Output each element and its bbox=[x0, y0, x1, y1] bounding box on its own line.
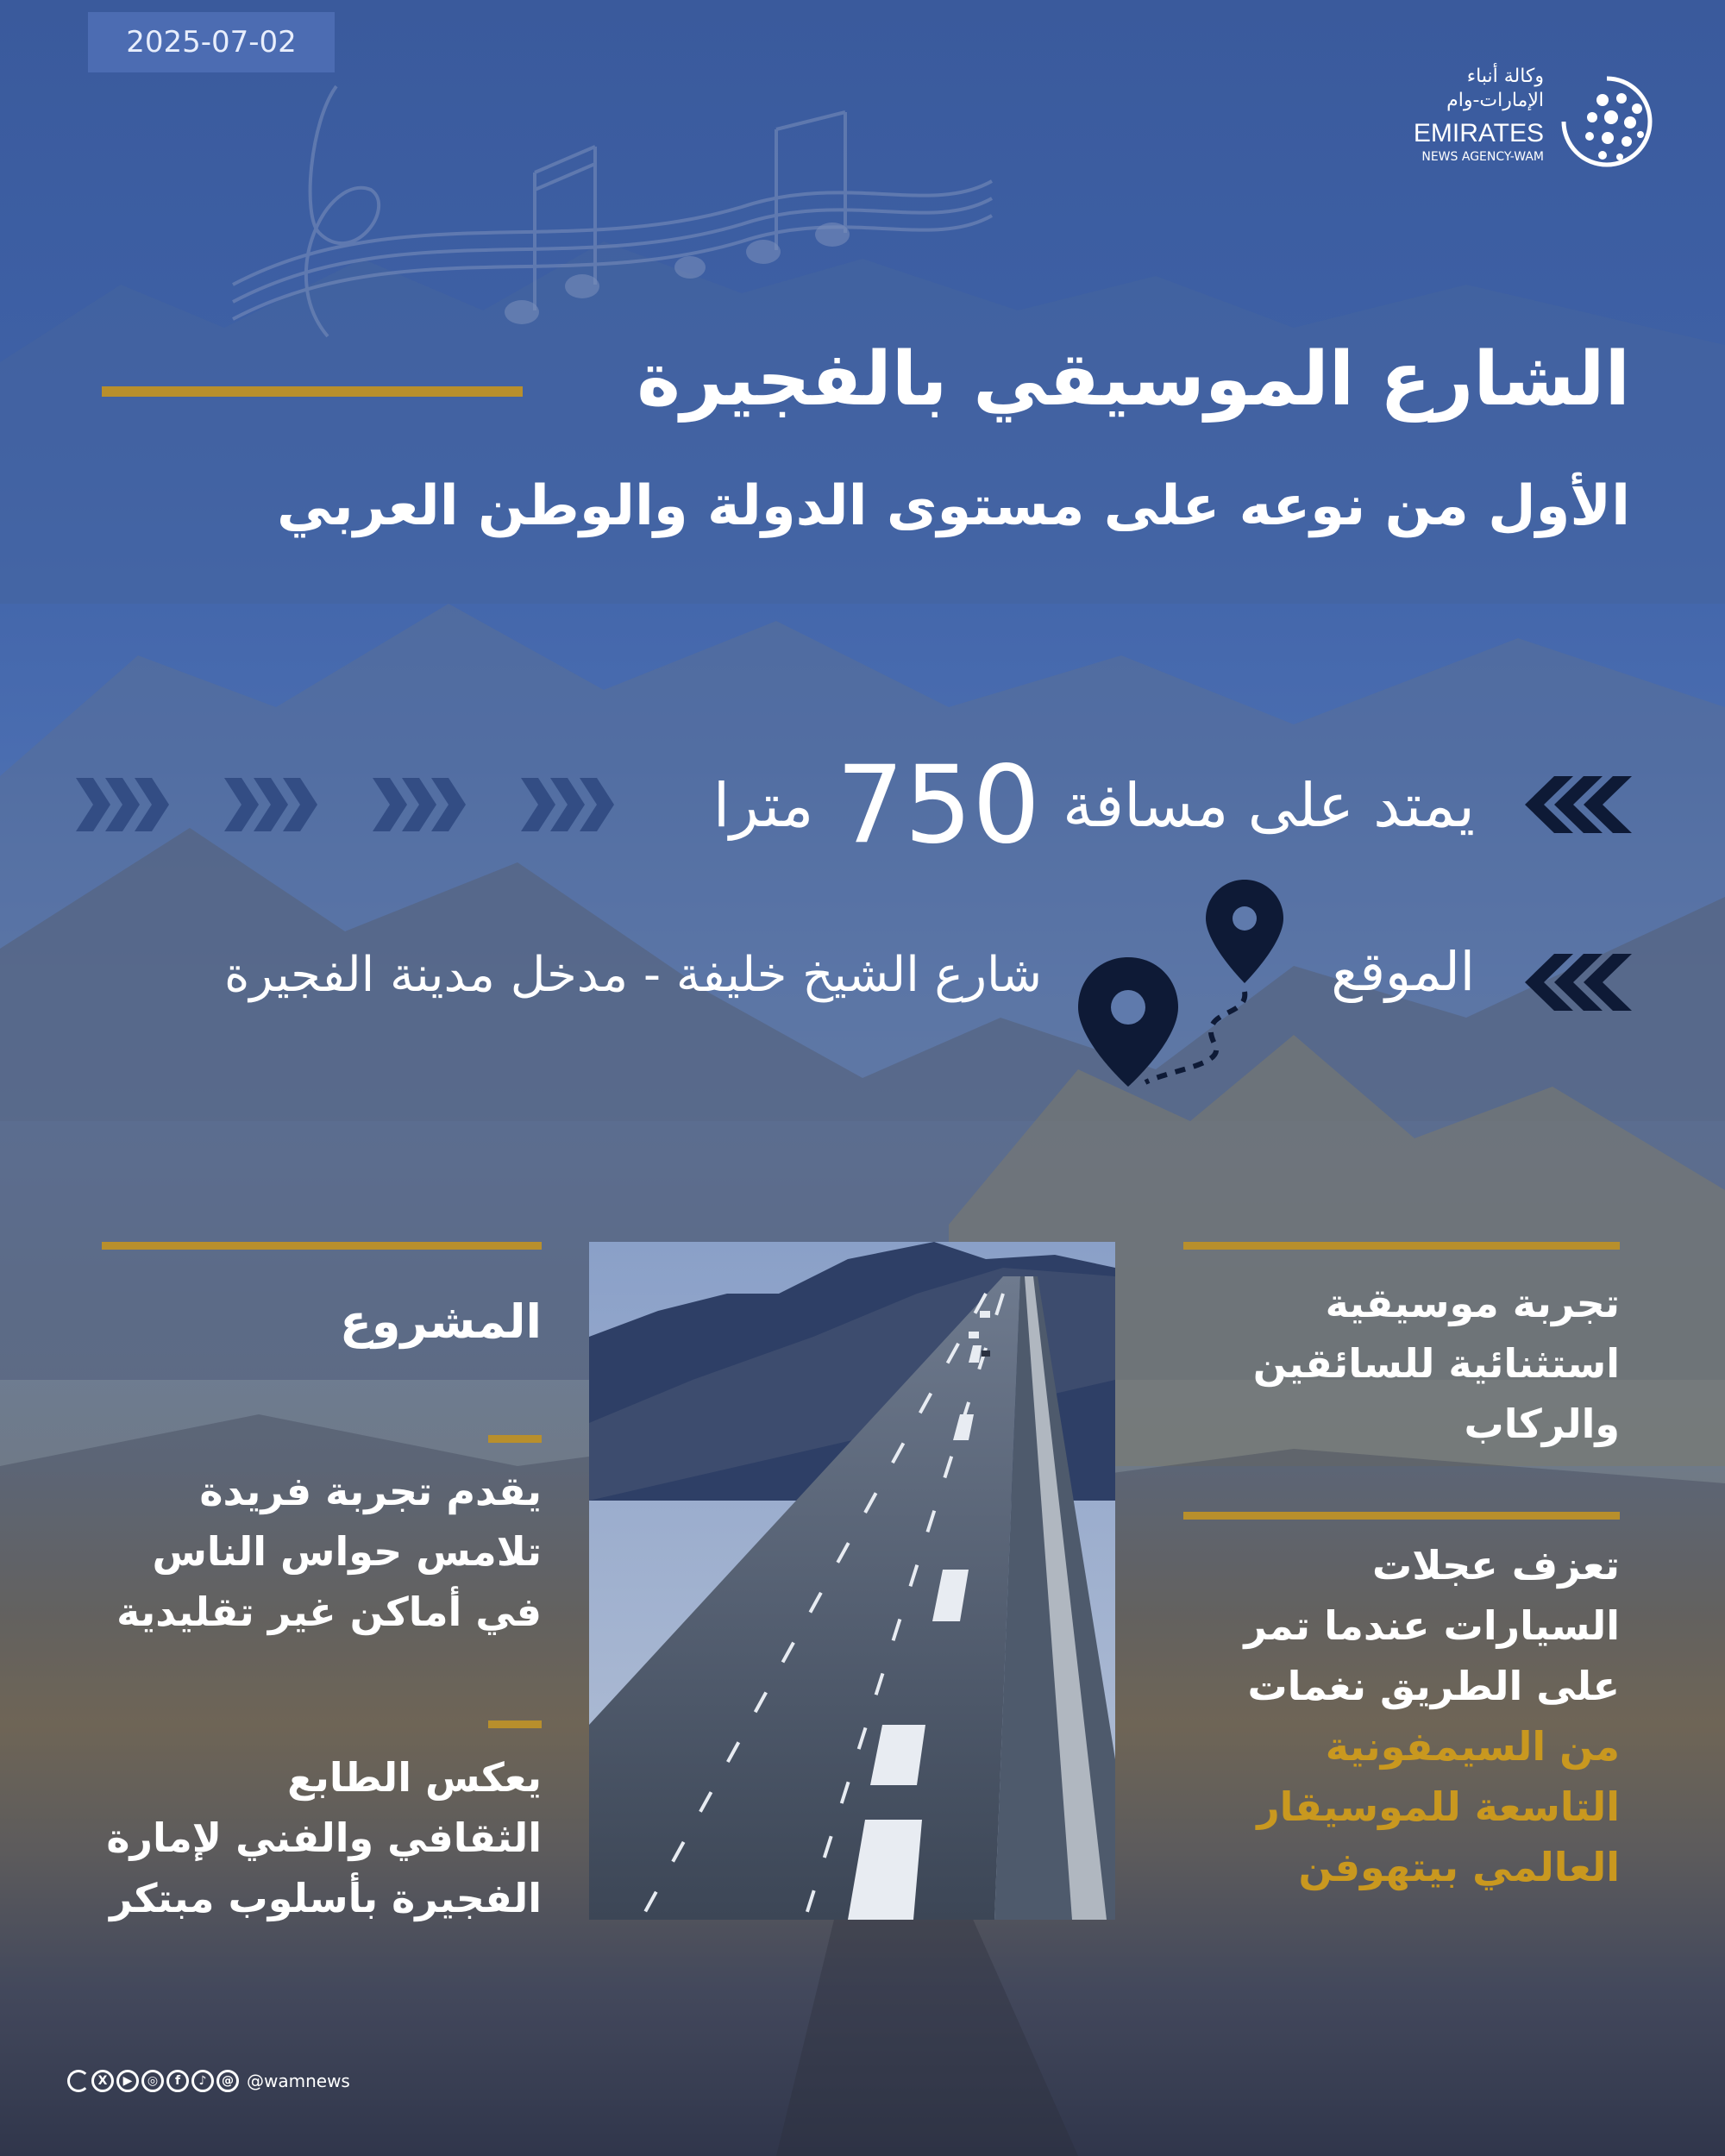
text-line: والركاب bbox=[1464, 1401, 1620, 1447]
text-line: استثنائية للسائقين bbox=[1252, 1340, 1620, 1387]
chevrons-left-icon bbox=[1525, 776, 1632, 833]
tiktok-icon[interactable]: ♪ bbox=[191, 2070, 214, 2092]
right-point-1 bbox=[1253, 1273, 1620, 1454]
text-line: الثقافي والفني لإمارة bbox=[106, 1814, 542, 1861]
logo-english-line2: NEWS AGENCY-WAM bbox=[1421, 150, 1544, 164]
page-title: الشارع الموسيقي بالفجيرة bbox=[637, 336, 1630, 423]
project-heading: المشروع bbox=[340, 1294, 542, 1349]
text-line: يعكس الطابع bbox=[287, 1754, 542, 1801]
text-line-gold: العالمي بيتهوفن bbox=[1298, 1844, 1620, 1890]
wam-logo bbox=[1406, 66, 1665, 178]
location-label: الموقع bbox=[1331, 940, 1475, 1003]
social-footer bbox=[67, 2070, 350, 2092]
title-gold-bar bbox=[102, 386, 523, 397]
text-line: تجربة موسيقية bbox=[1325, 1280, 1620, 1326]
distance-prefix: يمتد على مسافة bbox=[1063, 770, 1475, 841]
text-line: الفجيرة بأسلوب مبتكر bbox=[110, 1875, 542, 1921]
globe-dots-icon bbox=[1551, 66, 1663, 178]
text-line: السيارات عندما تمر bbox=[1244, 1602, 1620, 1649]
chevrons-left-icon bbox=[1525, 954, 1632, 1011]
text-line: يقدم تجربة فريدة bbox=[199, 1468, 542, 1514]
left-gold-bar-1 bbox=[102, 1242, 542, 1250]
right-gold-bar-1 bbox=[1183, 1242, 1620, 1250]
text-line: تعزف عجلات bbox=[1371, 1542, 1620, 1589]
page-subtitle: الأول من نوعه على مستوى الدولة والوطن العربي bbox=[276, 474, 1630, 538]
date-badge: 2025-07-02 bbox=[88, 12, 335, 72]
map-route-icon bbox=[1076, 880, 1292, 1087]
distance-unit: مترا bbox=[712, 770, 814, 841]
youtube-icon[interactable]: ▶ bbox=[116, 2070, 139, 2092]
left-gold-bar-2 bbox=[488, 1435, 542, 1443]
left-point-2 bbox=[106, 1747, 542, 1928]
text-line: تلامس حواس الناس bbox=[152, 1528, 542, 1575]
distance-row bbox=[713, 743, 1475, 868]
right-point-2 bbox=[1244, 1535, 1620, 1897]
decorative-chevrons bbox=[76, 778, 628, 831]
wam-mini-logo-icon bbox=[67, 2070, 90, 2092]
distance-value: 750 bbox=[836, 743, 1041, 868]
logo-arabic-line1: وكالة أنباء bbox=[1466, 66, 1544, 87]
text-line: في أماكن غير تقليدية bbox=[116, 1589, 542, 1635]
logo-arabic-line2: الإمارات-وام bbox=[1446, 90, 1544, 111]
threads-icon[interactable]: @ bbox=[216, 2070, 239, 2092]
left-point-1 bbox=[116, 1461, 542, 1642]
x-icon[interactable]: X bbox=[91, 2070, 114, 2092]
text-line-gold: من السيمفونية bbox=[1325, 1723, 1620, 1770]
left-gold-bar-3 bbox=[488, 1720, 542, 1728]
logo-english-line1: EMIRATES bbox=[1413, 119, 1544, 147]
right-gold-bar-2 bbox=[1183, 1512, 1620, 1520]
text-line: على الطريق نغمات bbox=[1247, 1663, 1620, 1709]
instagram-icon[interactable]: ◎ bbox=[141, 2070, 164, 2092]
facebook-icon[interactable]: f bbox=[166, 2070, 189, 2092]
location-value: شارع الشيخ خليفة - مدخل مدينة الفجيرة bbox=[223, 947, 1042, 1003]
text-line-gold: التاسعة للموسيقار bbox=[1257, 1783, 1620, 1830]
road-photo bbox=[589, 1242, 1115, 1920]
social-handle[interactable]: @wamnews bbox=[247, 2071, 350, 2091]
